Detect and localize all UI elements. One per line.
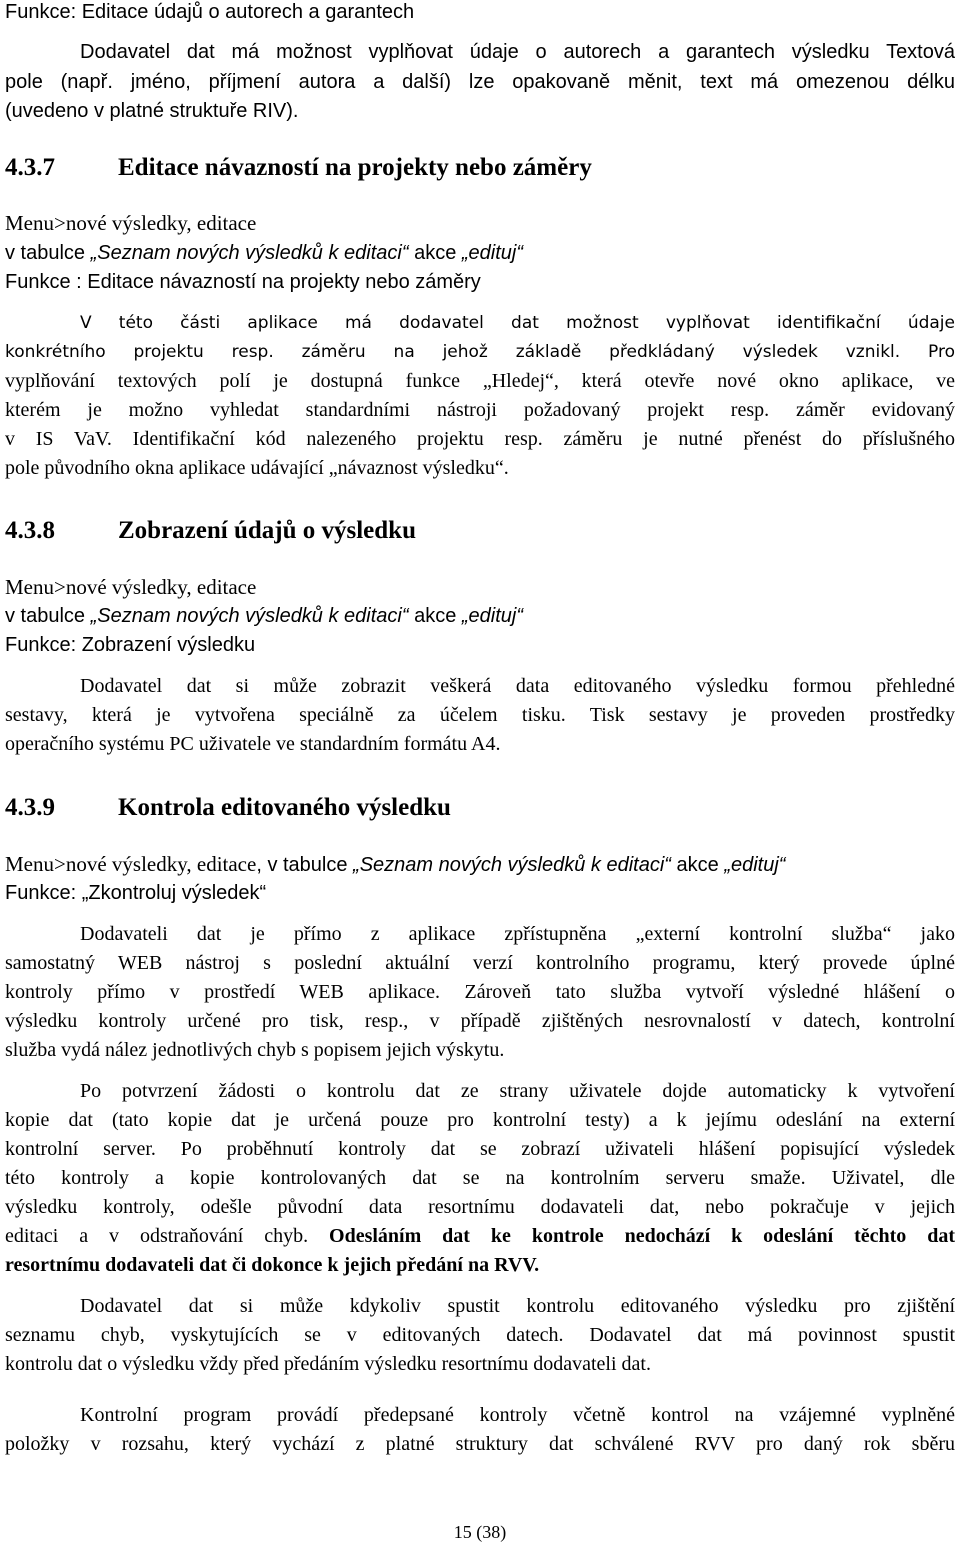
text: editaci a v odstraňování chyb. — [5, 1225, 330, 1247]
table-name: „Seznam nových výsledků k editaci“ — [90, 605, 409, 627]
text: akce — [408, 242, 462, 264]
paragraph-line: Dodavatel dat má možnost vyplňovat údaje o autorech a garantech výsledku Textová — [80, 41, 955, 63]
function-line: Funkce: Zobrazení výsledku — [5, 634, 256, 656]
menu-path: Menu>nové výsledky, editace — [5, 211, 257, 235]
section-heading — [5, 516, 955, 546]
table-name: „Seznam nových výsledků k editaci“ — [90, 242, 409, 264]
paragraph-line: v IS VaV. Identifikační kód nalezeného projektu resp. záměru je nutné přenést do příslušného — [5, 428, 955, 450]
paragraph-line: Dodavatel dat si může kdykoliv spustit kontrolu editovaného výsledku pro zjištění — [80, 1295, 955, 1317]
function-line: Funkce: Editace údajů o autorech a garantech — [5, 1, 415, 23]
section-title: Kontrola editovaného výsledku — [118, 794, 451, 821]
paragraph-line: kontroly přímo v prostředí WEB aplikace. Zároveň tato služba vytvoří výsledné hlášení o — [5, 981, 955, 1003]
menu-path: Menu>nové výsledky, editace — [5, 575, 257, 599]
paragraph-line: této kontroly a kopie kontrolovaných dat se na kontrolním serveru smaže. Uživatel, dle — [5, 1167, 955, 1189]
text: v tabulce — [5, 605, 91, 627]
section-title: Editace návazností na projekty nebo záměry — [118, 154, 592, 181]
paragraph-line: kterém je možno vyhledat standardními nástroji požadovaný projekt resp. záměr evidovaný — [5, 399, 955, 421]
section-number: 4.3.7 — [5, 154, 55, 181]
paragraph-line: výsledku kontroly, odešle původní data resortnímu dodavateli dat, nebo pokračuje v jejich — [5, 1196, 955, 1218]
section-number: 4.3.8 — [5, 517, 55, 544]
page-number: 15 (38) — [453, 1522, 507, 1542]
paragraph-line: operačního systému PC uživatele ve standardním formátu A4. — [5, 733, 501, 755]
text: akce — [408, 605, 462, 627]
table-line — [5, 239, 955, 268]
paragraph-line: Kontrolní program provádí předepsané kontroly včetně kontrol na vzájemné vyplněné — [80, 1404, 955, 1426]
paragraph-line: pole (např. jméno, příjmení autora a další) lze opakovaně měnit, text má omezenou délku — [5, 71, 955, 93]
paragraph-line: seznamu chyb, vyskytujících se v editovaných datech. Dodavatel dat má povinnost spustit — [5, 1324, 955, 1346]
paragraph-line: Po potvrzení žádosti o kontrolu dat ze strany uživatele dojde automaticky k vytvoření — [80, 1080, 955, 1102]
section-heading — [5, 793, 955, 823]
text: v tabulce — [5, 242, 91, 264]
paragraph-line: vyplňování textových polí je dostupná funkce „Hledej“, která otevře nové okno aplikace, ve — [5, 370, 955, 392]
paragraph-line: sestavy, která je vytvořena speciálně za účelem tisku. Tisk sestavy je proveden prostředky — [5, 704, 955, 726]
paragraph-line: (uvedeno v platné struktuře RIV). — [5, 100, 299, 122]
paragraph-line: služba vydá nález jednotlivých chyb s popisem jejich výskytu. — [5, 1039, 505, 1061]
paragraph-line: pole původního okna aplikace udávající „návaznost výsledku“. — [5, 457, 509, 479]
function-line: Funkce : Editace návazností na projekty nebo záměry — [5, 271, 481, 293]
paragraph-line: Dodavateli dat je přímo z aplikace zpřístupněna „externí kontrolní služba“ jako — [80, 923, 955, 945]
text: , v tabulce — [256, 854, 354, 876]
text: akce — [670, 854, 725, 876]
paragraph-line: samostatný WEB nástroj s poslední aktuální verzí kontrolního programu, který provede úplné — [5, 952, 955, 974]
paragraph-line: kopie dat (tato kopie dat je určená pouze pro kontrolní testy) a k jejímu odeslání na externí — [5, 1109, 955, 1131]
table-name: „Seznam nových výsledků k editaci“ — [353, 854, 671, 876]
menu-table-line — [5, 850, 955, 880]
paragraph-line: výsledku kontroly určené pro tisk, resp., v případě zjištěných nesrovnalostí v datech, kontrolní — [5, 1010, 955, 1032]
section-heading — [5, 153, 955, 183]
paragraph-line: konkrétního projektu resp. záměru na jehož základě předkládaný výsledek vznikl. Pro — [5, 342, 955, 362]
paragraph-line: Dodavatel dat si může zobrazit veškerá data editovaného výsledku formou přehledné — [80, 675, 955, 697]
menu-path: Menu>nové výsledky, editace — [5, 852, 257, 876]
paragraph-line: V této části aplikace má dodavatel dat možnost vyplňovat identifikační údaje — [80, 313, 955, 333]
action-name: „edituj“ — [461, 605, 524, 627]
paragraph-line — [5, 1222, 955, 1251]
paragraph-line: kontrolu dat o výsledku vždy před předáním výsledku resortnímu dodavateli dat. — [5, 1353, 651, 1375]
table-line — [5, 602, 955, 631]
paragraph-line: položky v rozsahu, který vychází z platné struktury dat schválené RVV pro daný rok sběru — [5, 1433, 955, 1455]
bold-text: Odesláním dat ke kontrole nedochází k odeslání těchto dat — [329, 1225, 955, 1247]
section-number: 4.3.9 — [5, 794, 55, 821]
paragraph-line: kontrolní server. Po proběhnutí kontroly dat se zobrazí uživateli hlášení popisující výsledek — [5, 1138, 955, 1160]
bold-text: resortnímu dodavateli dat či dokonce k jejich předání na RVV. — [5, 1254, 540, 1276]
action-name: „edituj“ — [461, 242, 524, 264]
function-line: Funkce: „Zkontroluj výsledek“ — [5, 882, 267, 904]
section-title: Zobrazení údajů o výsledku — [118, 517, 416, 544]
action-name: „edituj“ — [724, 854, 786, 876]
